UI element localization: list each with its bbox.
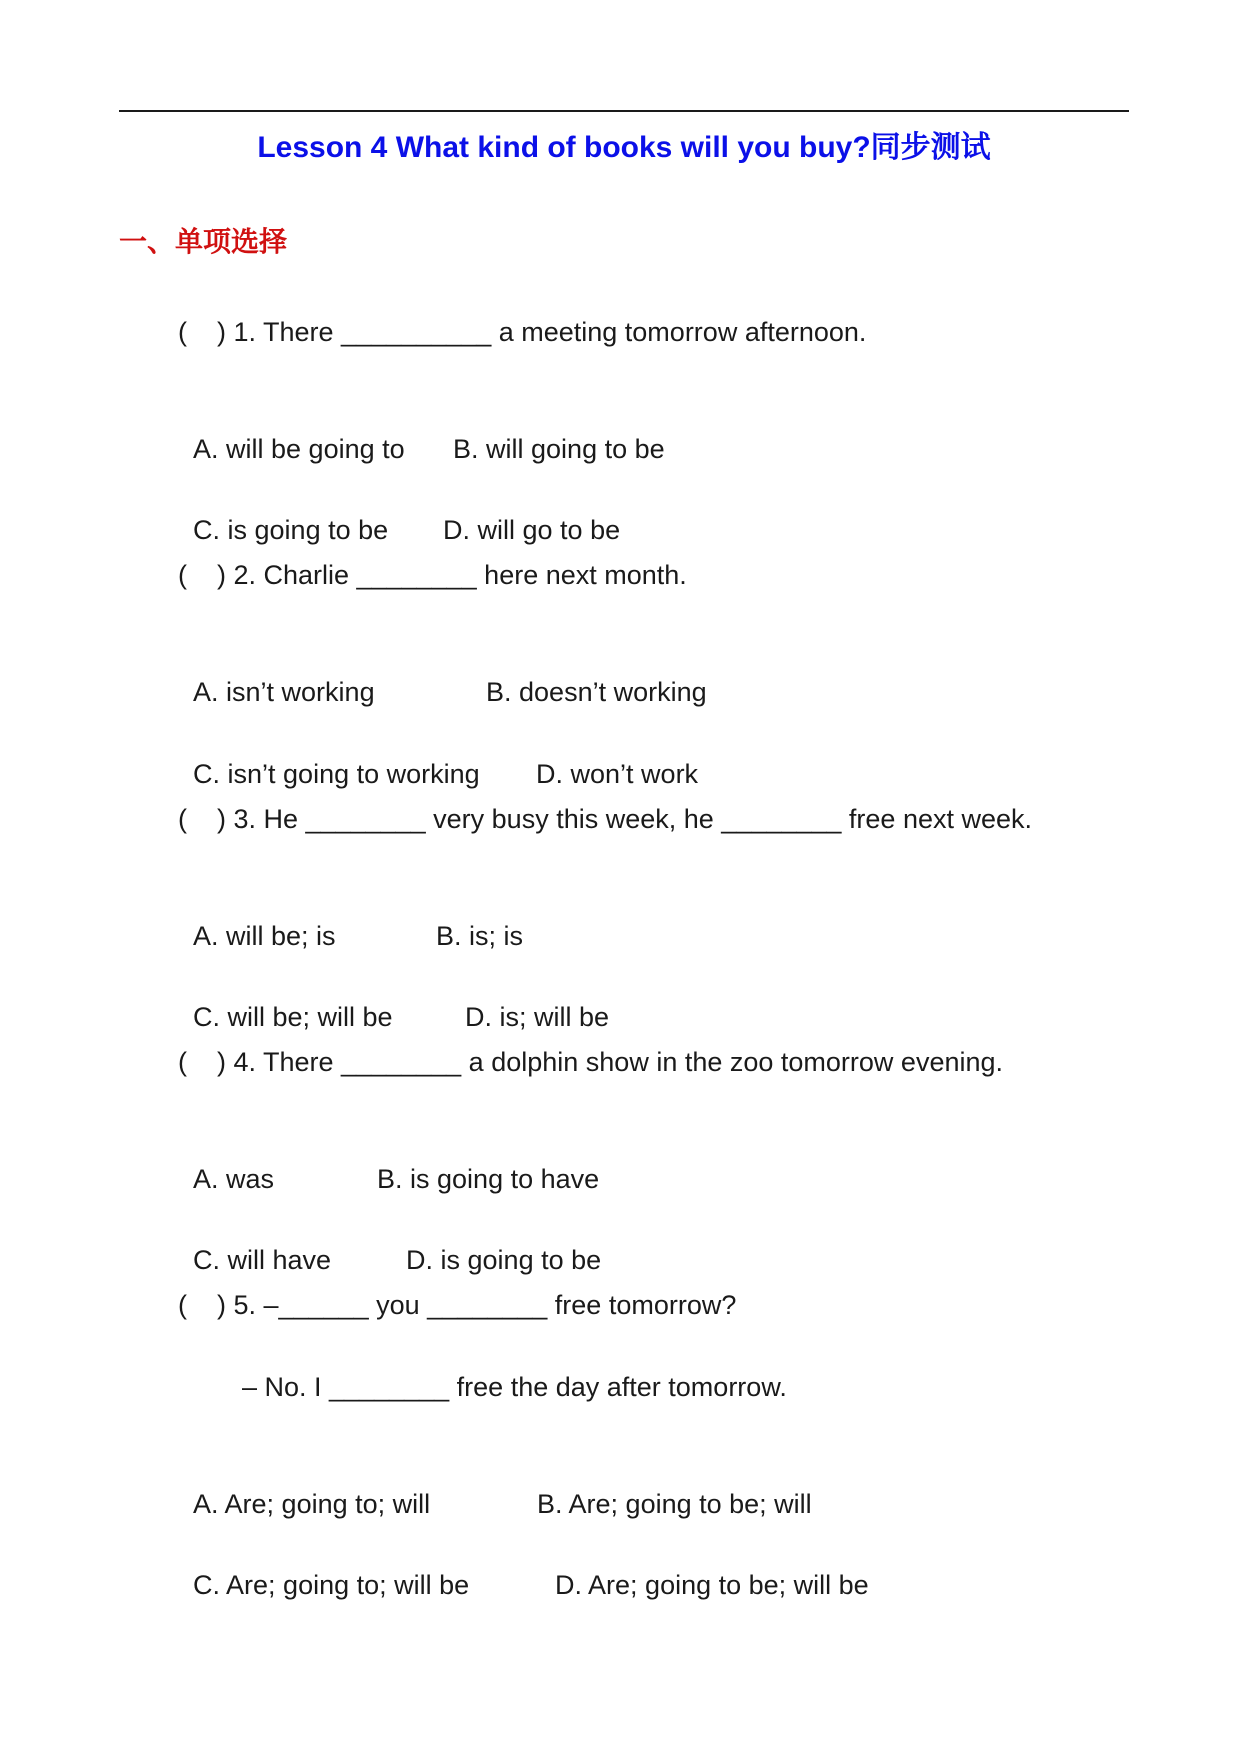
options-row [178,882,523,954]
question-4: ( ) 4. There ________ a dolphin show in the zoo tomorrow evening. [178,1047,1004,1077]
option-3c: C. will be; will be [193,1002,393,1032]
question-5-reply: – No. I ________ free the day after tomorrow. [242,1372,787,1402]
option-1d: D. will go to be [443,515,621,545]
option-4c: C. will have [193,1245,332,1275]
option-5c: C. Are; going to; will be [193,1570,470,1600]
option-3a: A. will be; is [193,921,336,951]
options-row [178,963,609,1035]
section-heading: 一、单项选择 [119,226,288,257]
option-4d: D. is going to be [406,1245,602,1275]
option-1c: C. is going to be [193,515,389,545]
option-5b: B. Are; going to be; will [537,1489,812,1519]
option-5d: D. Are; going to be; will be [555,1570,869,1600]
question-1: ( ) 1. There __________ a meeting tomorrow afternoon. [178,317,867,347]
options-row [178,638,707,710]
question-2: ( ) 2. Charlie ________ here next month. [178,560,687,590]
options-row [178,1125,599,1197]
header-rule [119,110,1129,112]
option-2c: C. isn’t going to working [193,759,480,789]
question-5: ( ) 5. –______ you ________ free tomorrow? [178,1290,737,1320]
options-row [178,395,665,467]
option-2b: B. doesn’t working [486,677,707,707]
option-2d: D. won’t work [536,759,699,789]
options-row [178,1450,812,1522]
option-1a: A. will be going to [193,434,405,464]
option-5a: A. Are; going to; will [193,1489,431,1519]
option-2a: A. isn’t working [193,677,375,707]
option-3d: D. is; will be [465,1002,610,1032]
question-3: ( ) 3. He ________ very busy this week, he ________ free next week. [178,804,1033,834]
options-row [178,1531,869,1603]
option-1b: B. will going to be [453,434,665,464]
options-row [178,720,698,792]
option-4b: B. is going to have [377,1164,600,1194]
options-row [178,1206,601,1278]
options-row [178,476,620,548]
option-4a: A. was [193,1164,275,1194]
document-title: Lesson 4 What kind of books will you buy?同步测试 [257,131,991,164]
option-3b: B. is; is [436,921,524,951]
